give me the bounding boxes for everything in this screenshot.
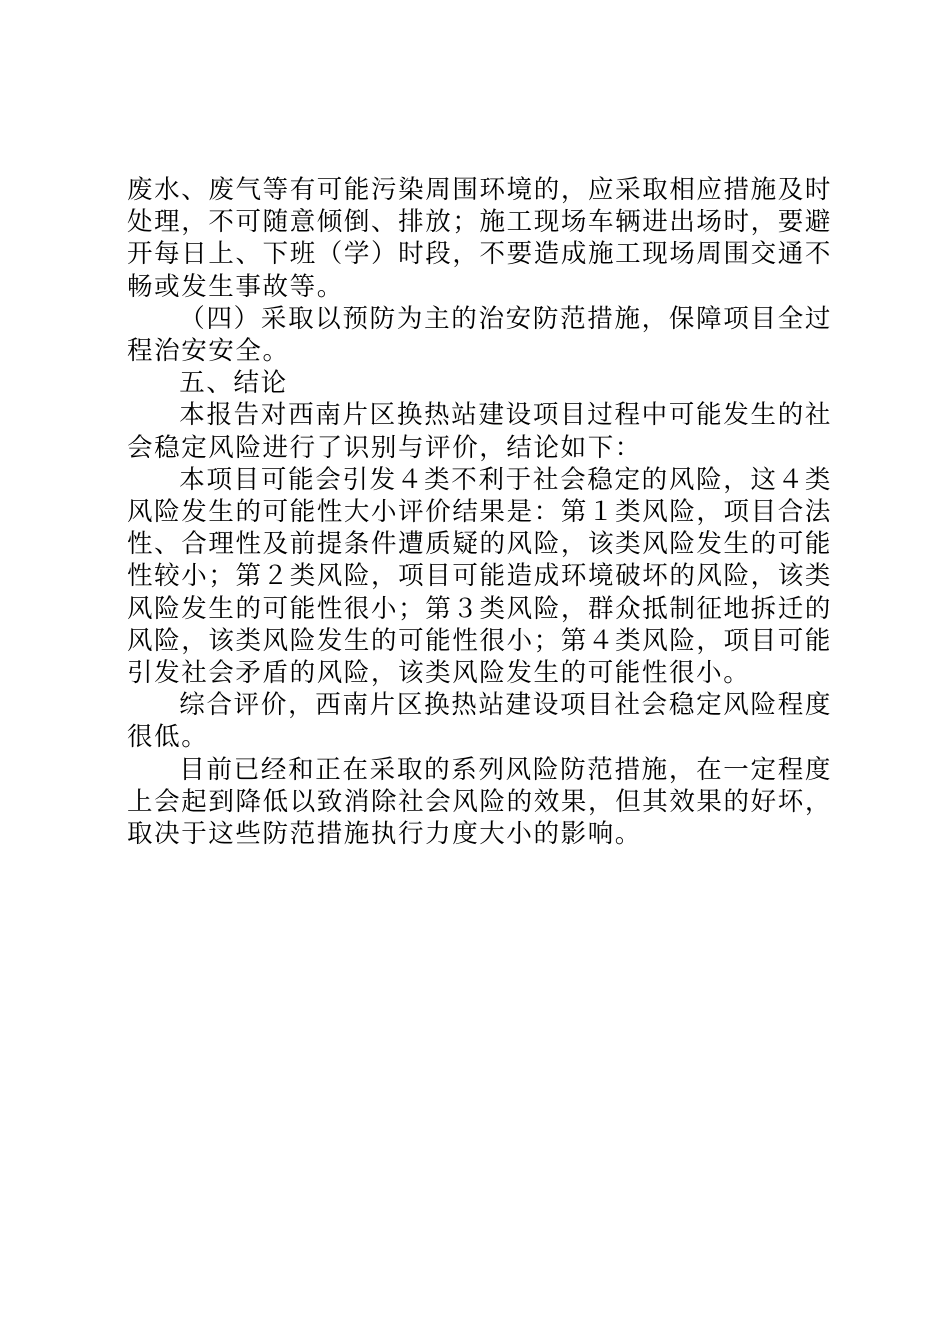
document-body <box>127 174 832 850</box>
paragraph-overall-evaluation: 综合评价，西南片区换热站建设项目社会稳定风险程度很低。 <box>127 690 832 753</box>
paragraph-report-intro: 本报告对西南片区换热站建设项目过程中可能发生的社会稳定风险进行了识别与评价，结论如下： <box>127 400 832 463</box>
section-heading-conclusion: 五、结论 <box>179 368 288 399</box>
paragraph-pollution-measures: 废水、废气等有可能污染周围环境的，应采取相应措施及时处理，不可随意倾倒、排放；施工现场车辆进出场时，要避开每日上、下班（学）时段，不要造成施工现场周围交通不畅或发生事故等。 <box>127 175 832 302</box>
paragraph-risk-assessment: 本项目可能会引发４类不利于社会稳定的风险，这４类风险发生的可能性大小评价结果是：第１类风险，项目合法性、合理性及前提条件遭质疑的风险，该类风险发生的可能性较小；第２类风险，项目可能造成环境破坏的风险，该类风险发生的可能性很小；第３类风险，群众抵制征地拆迁的风险，该类风险发生的可能性很小；第４类风险，项目可能引发社会矛盾的风险，该类风险发生的可能性很小。 <box>127 464 832 689</box>
paragraph-security-measures: （四）采取以预防为主的治安防范措施，保障项目全过程治安安全。 <box>127 303 832 367</box>
paragraph-prevention-effect: 目前已经和正在采取的系列风险防范措施，在一定程度上会起到降低以致消除社会风险的效果，但其效果的好坏，取决于这些防范措施执行力度大小的影响。 <box>127 754 832 850</box>
